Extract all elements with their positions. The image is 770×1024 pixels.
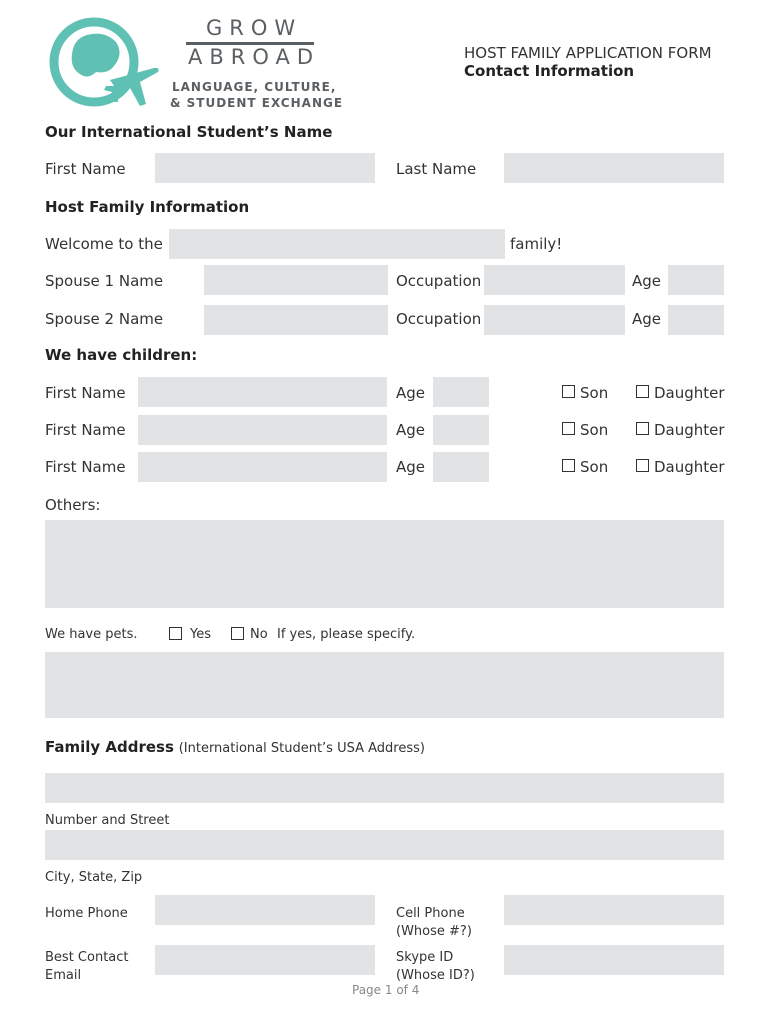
student-first-name-input[interactable] [155, 153, 375, 183]
cell-phone-note: (Whose #?) [396, 924, 472, 939]
logo-tagline-2: & STUDENT EXCHANGE [170, 96, 344, 110]
spouse1-age-label: Age [632, 272, 662, 290]
welcome-label: Welcome to the [45, 235, 163, 253]
skype-id-label: Skype ID [396, 950, 454, 965]
child1-age-input[interactable] [433, 377, 489, 407]
child1-daughter-checkbox[interactable] [636, 385, 649, 398]
child3-daughter-label: Daughter [654, 458, 725, 476]
child2-daughter-checkbox[interactable] [636, 422, 649, 435]
child3-son-checkbox[interactable] [562, 459, 575, 472]
spouse1-occupation-label: Occupation [396, 272, 482, 290]
pets-no-label: No [250, 627, 268, 642]
logo-line-abroad: ABROAD [188, 45, 321, 69]
family-name-input[interactable] [169, 229, 505, 259]
grow-abroad-logo [44, 14, 164, 114]
home-phone-label: Home Phone [45, 906, 128, 921]
child2-age-input[interactable] [433, 415, 489, 445]
pets-specify-textarea[interactable] [45, 652, 724, 718]
child2-daughter-label: Daughter [654, 421, 725, 439]
home-phone-input[interactable] [155, 895, 375, 925]
cell-phone-input[interactable] [504, 895, 724, 925]
others-textarea[interactable] [45, 520, 724, 608]
pets-specify-label: If yes, please specify. [277, 627, 416, 642]
family-address-heading [45, 738, 425, 756]
host-family-heading: Host Family Information [45, 198, 250, 216]
street-input[interactable] [45, 773, 724, 803]
child1-son-checkbox[interactable] [562, 385, 575, 398]
email-input[interactable] [155, 945, 375, 975]
section-title: Contact Information [464, 62, 635, 80]
skype-id-input[interactable] [504, 945, 724, 975]
child1-age-label: Age [396, 384, 426, 402]
email-label: Email [45, 968, 82, 983]
form-title: HOST FAMILY APPLICATION FORM [464, 44, 712, 62]
spouse1-occupation-input[interactable] [484, 265, 625, 295]
cell-phone-label: Cell Phone [396, 906, 465, 921]
children-heading: We have children: [45, 346, 198, 364]
family-suffix-label: family! [510, 235, 563, 253]
child3-age-input[interactable] [433, 452, 489, 482]
child3-first-name-label: First Name [45, 458, 126, 476]
student-last-name-label: Last Name [396, 160, 477, 178]
spouse2-name-label: Spouse 2 Name [45, 310, 164, 328]
pets-no-checkbox[interactable] [231, 627, 244, 640]
family-address-title: Family Address [45, 738, 174, 756]
student-name-heading: Our International Student’s Name [45, 123, 333, 141]
child3-daughter-checkbox[interactable] [636, 459, 649, 472]
spouse1-name-label: Spouse 1 Name [45, 272, 164, 290]
city-state-zip-label: City, State, Zip [45, 870, 143, 885]
student-first-name-label: First Name [45, 160, 126, 178]
page-number: Page 1 of 4 [352, 983, 420, 997]
spouse2-occupation-input[interactable] [484, 305, 625, 335]
logo-tagline-1: LANGUAGE, CULTURE, [172, 80, 337, 94]
family-address-note: (International Student’s USA Address) [178, 741, 425, 756]
street-label: Number and Street [45, 813, 170, 828]
spouse2-age-label: Age [632, 310, 662, 328]
spouse1-age-input[interactable] [668, 265, 724, 295]
child1-first-name-input[interactable] [138, 377, 387, 407]
child3-first-name-input[interactable] [138, 452, 387, 482]
child3-age-label: Age [396, 458, 426, 476]
others-label: Others: [45, 496, 101, 514]
city-state-zip-input[interactable] [45, 830, 724, 860]
best-contact-label: Best Contact [45, 950, 129, 965]
child3-son-label: Son [580, 458, 609, 476]
child2-age-label: Age [396, 421, 426, 439]
pets-label: We have pets. [45, 627, 138, 642]
child2-son-checkbox[interactable] [562, 422, 575, 435]
logo-globe-continents [72, 34, 120, 77]
child2-son-label: Son [580, 421, 609, 439]
child2-first-name-label: First Name [45, 421, 126, 439]
spouse2-occupation-label: Occupation [396, 310, 482, 328]
child1-daughter-label: Daughter [654, 384, 725, 402]
student-last-name-input[interactable] [504, 153, 724, 183]
spouse2-name-input[interactable] [204, 305, 388, 335]
child1-first-name-label: First Name [45, 384, 126, 402]
child1-son-label: Son [580, 384, 609, 402]
pets-yes-label: Yes [190, 627, 211, 642]
child2-first-name-input[interactable] [138, 415, 387, 445]
pets-yes-checkbox[interactable] [169, 627, 182, 640]
spouse1-name-input[interactable] [204, 265, 388, 295]
skype-id-note: (Whose ID?) [396, 968, 475, 983]
spouse2-age-input[interactable] [668, 305, 724, 335]
logo-line-grow: GROW [206, 16, 303, 40]
